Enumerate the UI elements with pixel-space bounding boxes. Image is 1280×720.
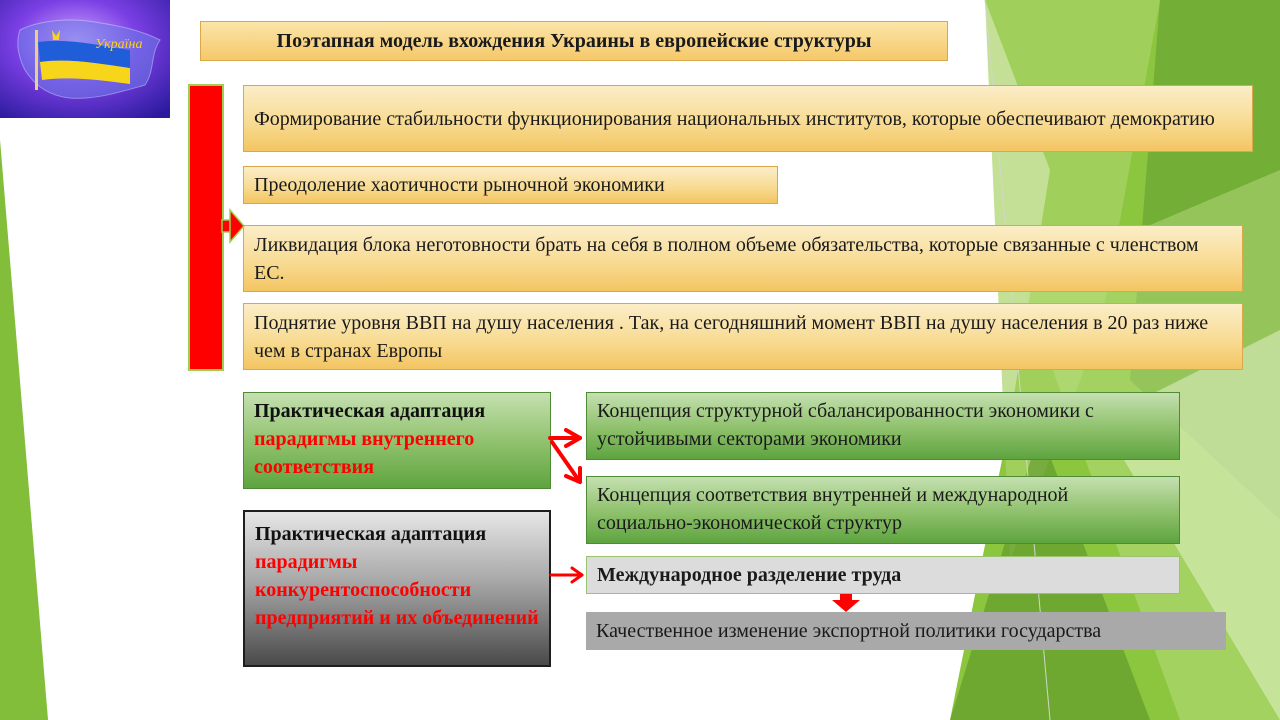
slide-title: Поэтапная модель вхождения Украины в европейские структуры <box>200 21 948 61</box>
export-policy-box <box>586 612 1226 650</box>
adaptation-competitive-highlight: парадигмы конкурентоспособности предприятий и их объединений <box>255 551 539 629</box>
adaptation-internal-highlight: парадигмы внутреннего соответствия <box>254 428 475 478</box>
concept-text-2: Концепция соответствия внутренней и международной социально-экономической структур <box>597 484 1069 534</box>
stage-text-3: Ликвидация блока неготовности брать на себя в полном объеме обязательства, которые связанные с членством ЕС. <box>254 233 1199 284</box>
stage-box-3 <box>243 225 1243 292</box>
export-policy-text: Качественное изменение экспортной политики государства <box>596 619 1102 642</box>
adaptation-internal-box <box>243 392 551 489</box>
ukraine-logo <box>0 0 170 118</box>
stage-text-2: Преодоление хаотичности рыночной экономики <box>254 174 665 196</box>
division-of-labor-box <box>586 556 1180 594</box>
stage-box-4 <box>243 303 1243 370</box>
stages-bracket <box>188 84 224 371</box>
adaptation-competitive-lead: Практическая адаптация <box>255 523 487 545</box>
adaptation-internal-lead: Практическая адаптация <box>254 400 486 422</box>
stage-text-4: Поднятие уровня ВВП на душу населения . Так, на сегодняшний момент ВВП на душу населения в 20 раз ниже чем в странах Европы <box>254 311 1209 362</box>
adaptation-competitive-box <box>243 510 551 667</box>
stage-text-1: Формирование стабильности функционирования национальных институтов, которые обеспечивают демократию <box>254 107 1215 130</box>
concept-text-1: Концепция структурной сбалансированности экономики с устойчивыми секторами экономики <box>597 400 1094 450</box>
concept-box-2 <box>586 476 1180 544</box>
stage-box-2 <box>243 166 778 204</box>
division-of-labor-text: Международное разделение труда <box>597 563 902 586</box>
stage-box-1 <box>243 85 1253 152</box>
concept-box-1 <box>586 392 1180 460</box>
logo-text: Україна <box>95 37 143 52</box>
